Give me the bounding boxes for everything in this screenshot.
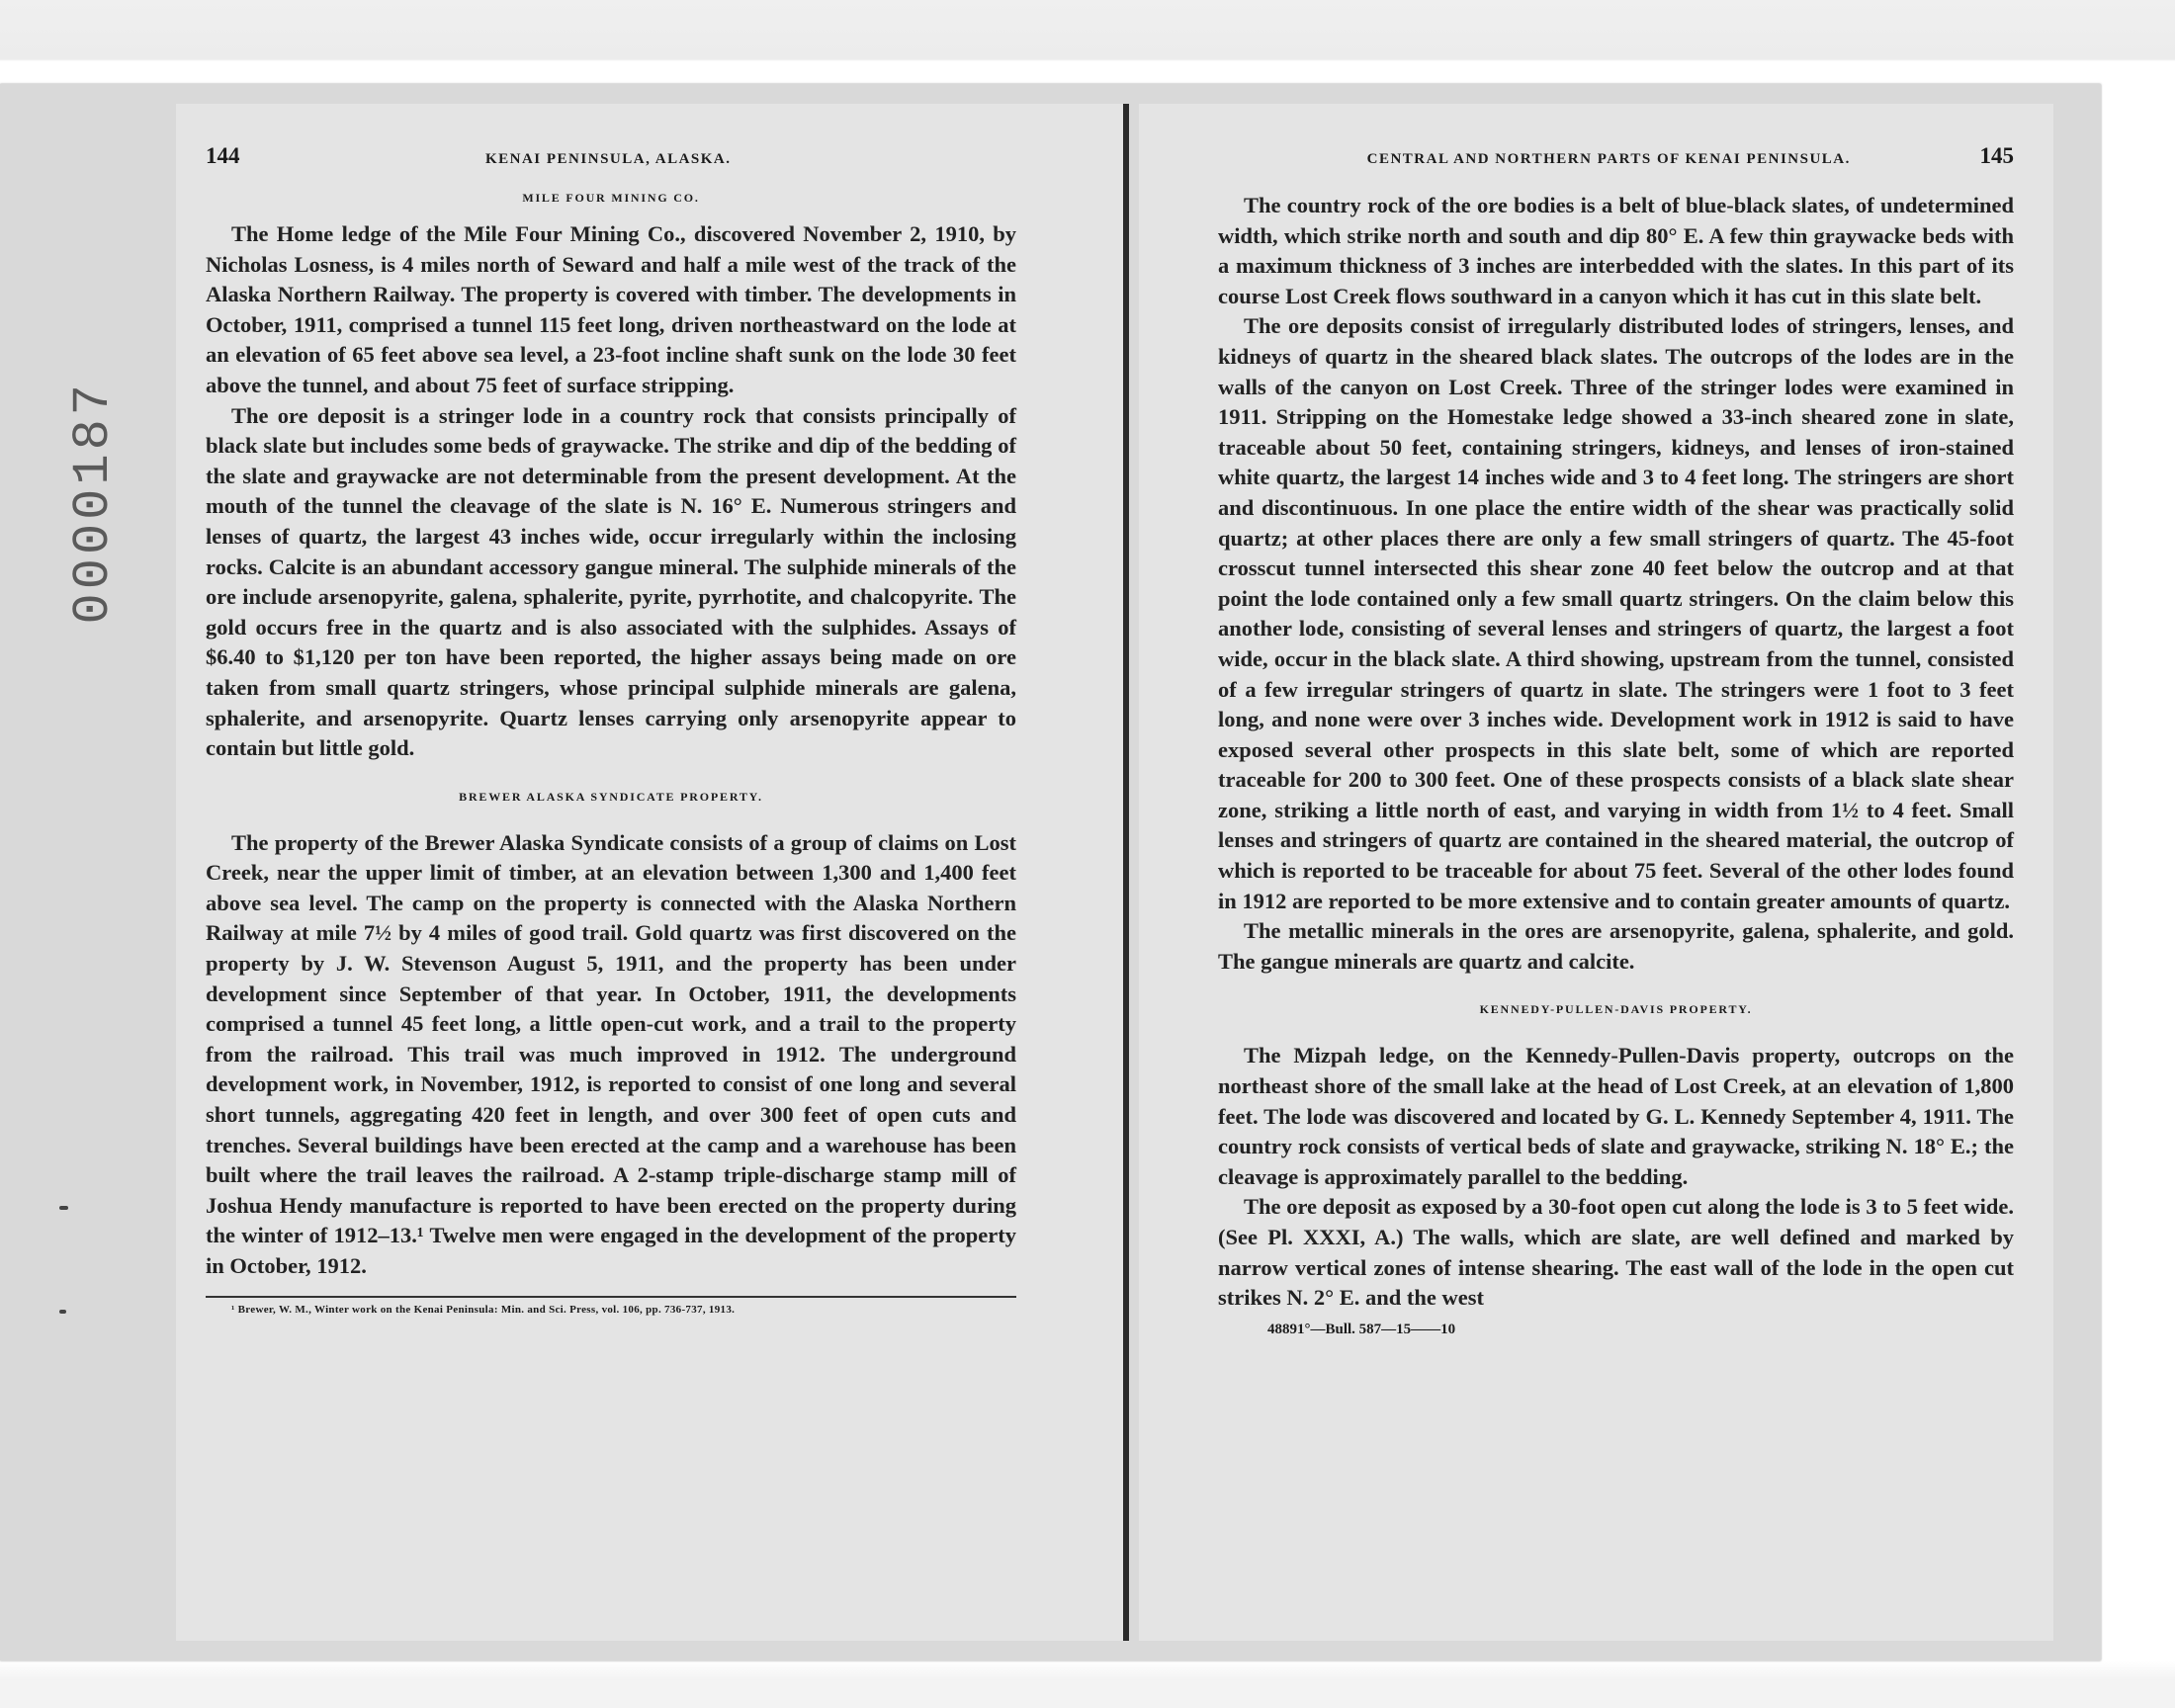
paragraph: The Home ledge of the Mile Four Mining Co., discovered November 2, 1910, by Nicholas Losness, is 4 miles north of Seward and half a mile west of the track of the Alaska Northern Railway. The property is covered with timber. The developments in October, 1911, comprised a tunnel 115 feet long, driven northeastward on the lode at an elevation of 65 feet above sea level, a 23-foot incline shaft sunk on the lode 30 feet above the tunnel, and about 75 feet of surface stripping.: [206, 221, 1016, 397]
right-page-number: 145: [1979, 143, 2014, 168]
left-page-number: 144: [206, 143, 240, 168]
footnote: ¹ Brewer, W. M., Winter work on the Kenai Peninsula: Min. and Sci. Press, vol. 106, pp. 736-737, 1913.: [231, 1303, 736, 1316]
right-page: [1139, 104, 2053, 1641]
footnote-area: [206, 1296, 1016, 1316]
paragraph: The ore deposits consist of irregularly distributed lodes of stringers, lenses, and kidneys of quartz in the sheared black slates. The outcrops of the lodes are in the walls of the canyon on Lost Creek. Three of the stringer lodes were examined in 1911. Stripping on the Homestake ledge showed a 33-inch sheared zone in slate, traceable about 50 feet, containing stringers, kidneys, and lenses of iron-stained white quartz, the largest 14 inches wide and 3 to 4 feet long. The stringers are short and discontinuous. In one place the entire width of the shear was practically solid quartz; at other places there are only a few small stringers of quartz. The 45-foot crosscut tunnel intersected this shear zone 40 feet below the outcrop and at that point the lode contained only a few small quartz stringers. On the claim below this another lode, consisting of several lenses and stringers of quartz, the largest a foot wide, occur in the black slate. A third showing, upstream from the tunnel, consisted of a few irregular stringers of quartz in slate. The stringers were 1 foot to 3 feet long, and none were over 3 inches wide. Development work in 1912 is said to have exposed several other prospects in this slate belt, some of which are reported traceable for 200 to 300 feet. One of these prospects consists of a black slate shear zone, striking a little north of east, and varying in width from 1½ to 4 feet. Small lenses and stringers of quartz are contained in the sheared material, the outcrop of which is reported to be traceable for about 75 feet. Several of the other lodes found in 1912 are reported to be more extensive and to contain greater amounts of quartz.: [1218, 313, 2014, 913]
right-running-head: [1218, 143, 2014, 169]
book-spread: [0, 84, 2101, 1661]
paragraph: The property of the Brewer Alaska Syndicate consists of a group of claims on Lost Creek, near the upper limit of timber, at an elevation between 1,300 and 1,400 feet above sea level. The camp on the property is connected with the Alaska Northern Railway at mile 7½ by 4 miles of good trail. Gold quartz was first discovered on the property by J. W. Stevenson August 5, 1911, and the property has been under development since September of that year. In October, 1911, the developments comprised a tunnel 45 feet long, a little open-cut work, and a trail to the property from the railroad. This trail was much improved in 1912. The underground development work, in November, 1912, is reported to consist of one long and several short tunnels, aggregating 420 feet in length, and over 300 feet of open cuts and trenches. Several buildings have been erected at the camp and a warehouse has been built where the trail leaves the railroad. A 2-stamp triple-discharge stamp mill of Joshua Hendy manufacture is reported to have been erected on the property during the winter of 1912–13.¹ Twelve men were engaged in the development of the property in October, 1912.: [206, 829, 1016, 1278]
right-running-title: CENTRAL AND NORTHERN PARTS OF KENAI PENINSULA.: [1366, 151, 1851, 167]
section-heading-brewer: BREWER ALASKA SYNDICATE PROPERTY.: [459, 789, 763, 804]
paragraph: The country rock of the ore bodies is a belt of blue-black slates, of undetermined width, which strike north and south and dip 80° E. A few thin graywacke beds with a maximum thickness of 3 inches are interbedded with the slates. In this part of its course Lost Creek flows southward in a canyon which it has cut in this slate belt.: [1218, 193, 2014, 308]
left-page: [176, 104, 1125, 1641]
scan-speck: [59, 1310, 66, 1314]
page-gutter: [1123, 104, 1129, 1641]
scan-speck: [59, 1206, 68, 1210]
section-heading-mile-four: MILE FOUR MINING CO.: [522, 191, 700, 205]
section-heading-kennedy: KENNEDY-PULLEN-DAVIS PROPERTY.: [1479, 1002, 1753, 1017]
paragraph: The Mizpah ledge, on the Kennedy-Pullen-Davis property, outcrops on the northeast shore of the small lake at the head of Lost Creek, at an elevation of 1,800 feet. The lode was discovered and located by G. L. Kennedy September 4, 1911. The country rock consists of vertical beds of slate and graywacke, striking N. 18° E.; the cleavage is approximately parallel to the bedding.: [1218, 1043, 2014, 1189]
left-running-title: KENAI PENINSULA, ALASKA.: [484, 151, 732, 167]
paragraph: The ore deposit is a stringer lode in a country rock that consists principally of black slate but includes some beds of graywacke. The strike and dip of the bedding of the slate and graywacke are not determinable from the present development. At the mouth of the tunnel the cleavage of the slate is N. 16° E. Numerous stringers and lenses of quartz, the largest 43 inches wide, occur irregularly within the inclosing rocks. Calcite is an abundant accessory gangue mineral. The sulphide minerals of the ore include arsenopyrite, galena, sphalerite, pyrite, pyrrhotite, and chalcopyrite. The gold occurs free in the quartz and is also associated with the sulphides. Assays of $6.40 to $1,120 per ton have been reported, the higher assays being made on ore taken from small quartz stringers, whose principal sulphide minerals are galena, sphalerite, and arsenopyrite. Quartz lenses carrying only arsenopyrite appear to contain but little gold.: [206, 402, 1016, 761]
left-running-head: [206, 143, 1016, 169]
signature-mark: 48891°—Bull. 587—15——10: [1267, 1321, 1456, 1337]
archive-stamp: 0000187: [64, 381, 123, 625]
paragraph: The ore deposit as exposed by a 30-foot open cut along the lode is 3 to 5 feet wide. (See Pl. XXXI, A.) The walls, which are slate, are well defined and marked by narrow vertical zones of intense shearing. The east wall of the lode in the open cut strikes N. 2° E. and the west: [1218, 1194, 2014, 1311]
paragraph: The metallic minerals in the ores are arsenopyrite, galena, sphalerite, and gold. The gangue minerals are quartz and calcite.: [1218, 918, 2014, 974]
